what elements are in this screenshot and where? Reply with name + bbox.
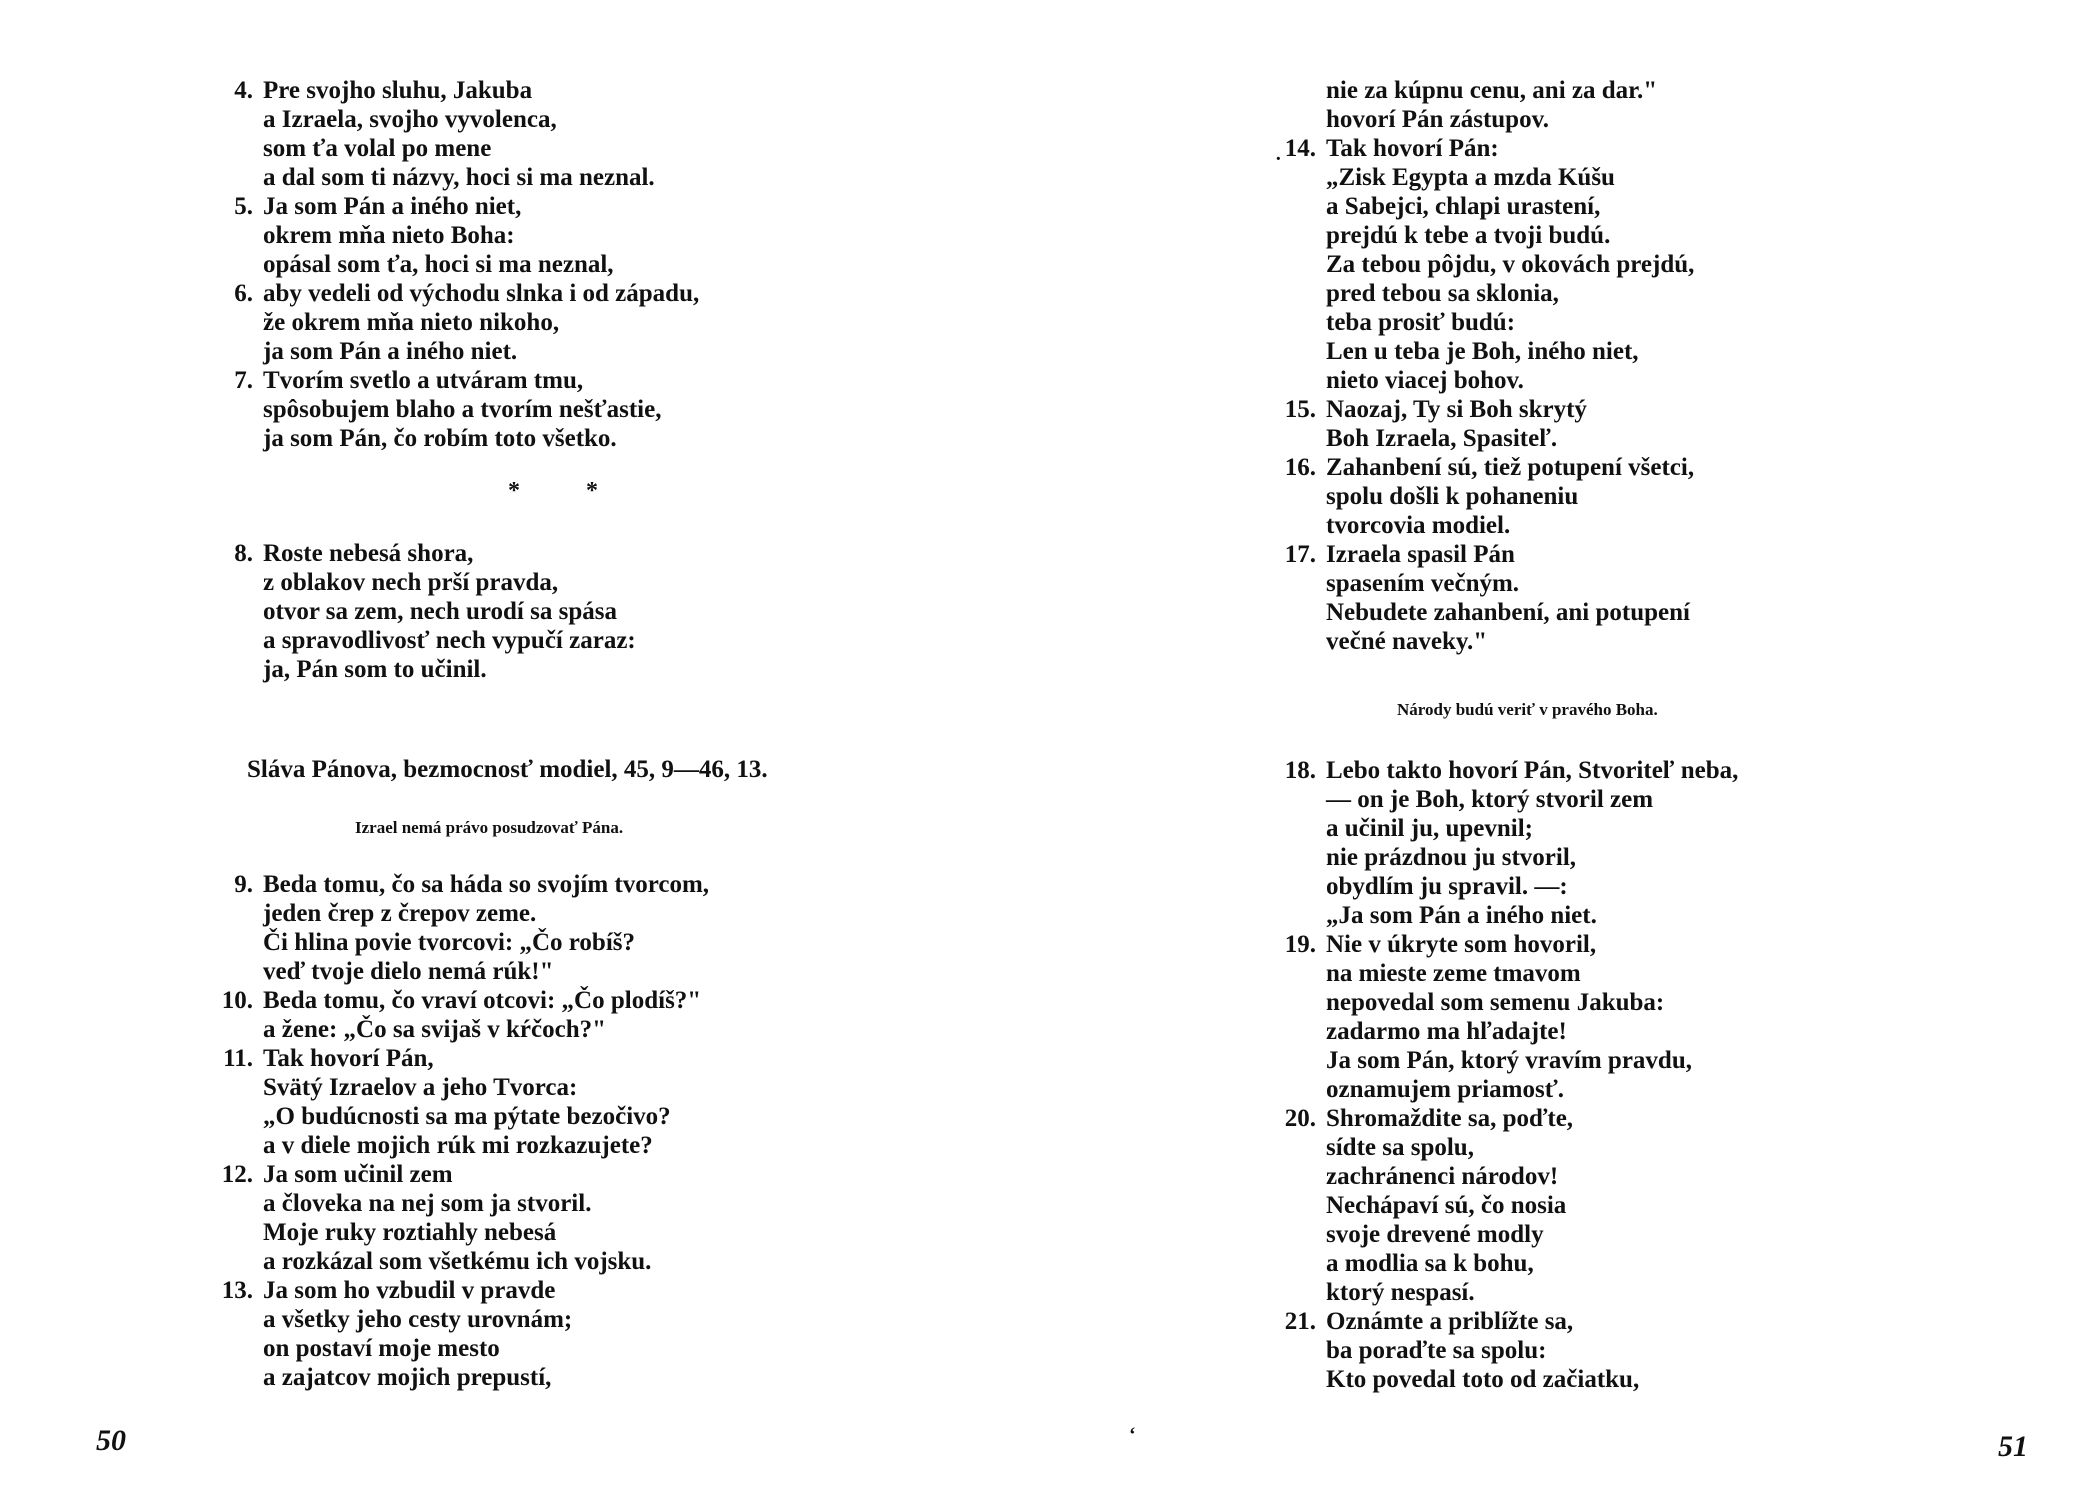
verse-number: [1278, 337, 1326, 366]
verse-line: [1278, 569, 1694, 598]
verse-text: a spravodlivosť nech vypučí zaraz:: [263, 627, 636, 654]
verse-number: [1278, 1046, 1326, 1075]
verse-text: a človeka na nej som ja stvoril.: [263, 1190, 592, 1217]
verse-number: [215, 1334, 263, 1363]
verse-line: [215, 870, 709, 899]
verse-number: [215, 1015, 263, 1044]
verse-line: [1278, 901, 1738, 930]
verse-text: Naozaj, Ty si Boh skrytý: [1326, 396, 1587, 423]
verse-number: [215, 163, 263, 192]
verse-number: 11.: [223, 1045, 253, 1072]
verse-line: [1278, 250, 1694, 279]
verse-line: [1278, 1191, 1738, 1220]
verse-line: [1278, 221, 1694, 250]
verse-number: [1278, 1075, 1326, 1104]
verse-line: [215, 76, 699, 105]
verse-text: veď tvoje dielo nemá rúk!": [263, 958, 554, 985]
verse-number: 6.: [234, 280, 253, 307]
verse-number: [1278, 1162, 1326, 1191]
verse-text: „O budúcnosti sa ma pýtate bezočivo?: [263, 1103, 671, 1130]
verse-text: Zahanbení sú, tiež potupení všetci,: [1326, 454, 1695, 481]
verse-text: jeden črep z črepov zeme.: [263, 900, 537, 927]
page-number: 50: [96, 1424, 126, 1457]
verse-number: [215, 1102, 263, 1131]
verse-number: [1278, 250, 1326, 279]
verse-line: [215, 1189, 709, 1218]
verse-number: [1278, 627, 1326, 656]
verse-number: [215, 105, 263, 134]
verse-number: [215, 928, 263, 957]
verse-line: [215, 899, 709, 928]
verse-text: teba prosiť budú:: [1326, 309, 1516, 336]
verse-number: [215, 250, 263, 279]
verse-number: [215, 1189, 263, 1218]
verse-number: 5.: [234, 193, 253, 220]
verse-number: 14.: [1284, 135, 1316, 162]
verse-line: [215, 308, 699, 337]
verse-line: [1278, 843, 1738, 872]
verse-line: [1278, 279, 1694, 308]
verse-number: 12.: [221, 1161, 253, 1188]
verse-line: [215, 163, 699, 192]
verse-number: [1278, 279, 1326, 308]
verse-number: 15.: [1284, 396, 1316, 423]
verse-line: [215, 1131, 709, 1160]
verse-text: Za tebou pôjdu, v okovách prejdú,: [1326, 251, 1695, 278]
verses-4-7: [215, 76, 699, 453]
verse-text: že okrem mňa nieto nikoho,: [263, 309, 560, 336]
verse-line: [1278, 785, 1738, 814]
verse-line: [1278, 1365, 1738, 1394]
verse-line: [215, 655, 636, 684]
verse-line: [1278, 76, 1694, 105]
verse-line: [215, 568, 636, 597]
verse-line: [215, 626, 636, 655]
verse-text: Pre svojho sluhu, Jakuba: [263, 77, 533, 104]
verse-number: [1278, 76, 1326, 105]
verse-line: [1278, 134, 1694, 163]
verse-line: [1278, 511, 1694, 540]
verse-text: na mieste zeme tmavom: [1326, 960, 1581, 987]
verses-9-13: [215, 870, 709, 1392]
verse-line: [215, 221, 699, 250]
verse-line: [215, 250, 699, 279]
verse-number: [1278, 569, 1326, 598]
verse-text: Nechápaví sú, čo nosia: [1326, 1192, 1567, 1219]
verse-number: [1278, 1365, 1326, 1394]
verse-number: [215, 1073, 263, 1102]
verse-line: [215, 337, 699, 366]
verse-number: [215, 1363, 263, 1392]
verse-number: [1278, 1133, 1326, 1162]
verse-number: [1278, 366, 1326, 395]
verse-number: 16.: [1284, 454, 1316, 481]
verse-number: 20.: [1284, 1105, 1316, 1132]
verse-line: [215, 928, 709, 957]
verse-line: [215, 395, 699, 424]
verse-text: Tak hovorí Pán:: [1326, 135, 1499, 162]
verse-text: Beda tomu, čo vraví otcovi: „Čo plodíš?": [263, 987, 702, 1014]
verse-number: [215, 134, 263, 163]
verse-text: Ja som učinil zem: [263, 1161, 453, 1188]
verse-number: [1278, 988, 1326, 1017]
verse-number: [1278, 163, 1326, 192]
verse-text: a rozkázal som všetkému ich vojsku.: [263, 1248, 652, 1275]
verse-number: [1278, 959, 1326, 988]
verse-text: ja som Pán a iného niet.: [263, 338, 518, 365]
verse-number: [1278, 482, 1326, 511]
verse-line: [1278, 930, 1738, 959]
verse-text: Moje ruky roztiahly nebesá: [263, 1219, 557, 1246]
verse-line: [1278, 598, 1694, 627]
verse-number: [215, 308, 263, 337]
verse-number: 18.: [1284, 757, 1316, 784]
verse-line: [1278, 1104, 1738, 1133]
verse-number: [215, 1247, 263, 1276]
verse-text: Či hlina povie tvorcovi: „Čo robíš?: [263, 929, 636, 956]
verse-text: otvor sa zem, nech urodí sa spása: [263, 598, 617, 625]
verse-line: [215, 957, 709, 986]
section-heading: Sláva Pánova, bezmocnosť modiel, 45, 9—46, 13.: [247, 756, 768, 783]
verse-line: [1278, 872, 1738, 901]
verse-number: [1278, 424, 1326, 453]
section-separator: * *: [508, 478, 628, 504]
verse-line: [215, 134, 699, 163]
ink-mark: ‘: [1129, 1424, 1136, 1446]
verse-line: [1278, 1278, 1738, 1307]
verse-text: Len u teba je Boh, iného niet,: [1326, 338, 1639, 365]
verse-text: som ťa volal po mene: [263, 135, 492, 162]
verse-number: [215, 899, 263, 928]
verse-number: [1278, 901, 1326, 930]
verse-text: Ja som ho vzbudil v pravde: [263, 1277, 556, 1304]
verse-text: pred tebou sa sklonia,: [1326, 280, 1559, 307]
verse-text: a dal som ti názvy, hoci si ma neznal.: [263, 164, 655, 191]
verse-line: [1278, 366, 1694, 395]
verse-8: [215, 539, 636, 684]
verse-number: 19.: [1284, 931, 1316, 958]
verse-line: [1278, 1249, 1738, 1278]
verse-text: nie za kúpnu cenu, ani za dar.": [1326, 77, 1658, 104]
verse-text: z oblakov nech prší pravda,: [263, 569, 559, 596]
verse-number: [1278, 1220, 1326, 1249]
verse-text: Ja som Pán, ktorý vravím pravdu,: [1326, 1047, 1692, 1074]
verse-number: [215, 1218, 263, 1247]
verse-line: [215, 1247, 709, 1276]
verse-text: Nie v úkryte som hovoril,: [1326, 931, 1597, 958]
verse-line: [215, 1015, 709, 1044]
verse-line: [215, 597, 636, 626]
verse-line: [215, 424, 699, 453]
verse-text: Izraela spasil Pán: [1326, 541, 1515, 568]
verse-line: [1278, 424, 1694, 453]
verse-text: a v diele mojich rúk mi rozkazujete?: [263, 1132, 653, 1159]
verse-number: [1278, 511, 1326, 540]
verse-text: opásal som ťa, hoci si ma neznal,: [263, 251, 614, 278]
verse-text: Tvorím svetlo a utváram tmu,: [263, 367, 584, 394]
verse-number: [1278, 221, 1326, 250]
verse-line: [1278, 1046, 1738, 1075]
verse-line: [1278, 453, 1694, 482]
verse-text: nieto viacej bohov.: [1326, 367, 1524, 394]
verse-line: [1278, 395, 1694, 424]
right-page: [1043, 0, 2086, 1500]
verse-number: 9.: [234, 871, 253, 898]
verse-line: [215, 539, 636, 568]
verse-text: zadarmo ma hľadajte!: [1326, 1018, 1567, 1045]
verse-text: Shromaždite sa, poďte,: [1326, 1105, 1574, 1132]
verse-text: a učinil ju, upevnil;: [1326, 815, 1533, 842]
verse-number: [1278, 308, 1326, 337]
verse-line: [1278, 988, 1738, 1017]
verse-line: [215, 1073, 709, 1102]
verse-text: večné naveky.": [1326, 628, 1488, 655]
ink-dot: ·: [1275, 148, 1282, 170]
verse-text: Roste nebesá shora,: [263, 540, 474, 567]
verse-line: [215, 1102, 709, 1131]
verse-number: [1278, 105, 1326, 134]
verse-text: Svätý Izraelov a jeho Tvorca:: [263, 1074, 578, 1101]
verse-line: [215, 1363, 709, 1392]
verse-number: 10.: [221, 987, 253, 1014]
verse-number: [215, 568, 263, 597]
verse-text: zachránenci národov!: [1326, 1163, 1559, 1190]
verse-number: [1278, 598, 1326, 627]
verse-text: Kto povedal toto od začiatku,: [1326, 1366, 1640, 1393]
verse-number: [215, 395, 263, 424]
verse-text: „Ja som Pán a iného niet.: [1326, 902, 1597, 929]
verses-13-17: [1278, 76, 1694, 656]
verse-number: [1278, 785, 1326, 814]
verse-text: aby vedeli od východu slnka i od západu,: [263, 280, 700, 307]
section-subheading: Izrael nemá právo posudzovať Pána.: [355, 818, 624, 837]
verse-line: [1278, 756, 1738, 785]
verse-line: [215, 986, 709, 1015]
verse-number: [1278, 814, 1326, 843]
verse-text: Boh Izraela, Spasiteľ.: [1326, 425, 1558, 452]
verse-line: [1278, 482, 1694, 511]
verse-text: — on je Boh, ktorý stvoril zem: [1326, 786, 1654, 813]
verse-text: hovorí Pán zástupov.: [1326, 106, 1549, 133]
verse-number: [215, 597, 263, 626]
verse-number: 21.: [1284, 1308, 1316, 1335]
verse-text: spolu došli k pohaneniu: [1326, 483, 1579, 510]
verse-line: [215, 1276, 709, 1305]
verse-line: [1278, 163, 1694, 192]
verse-text: oznamujem priamosť.: [1326, 1076, 1565, 1103]
verse-number: [1278, 1336, 1326, 1365]
verse-line: [215, 1044, 709, 1073]
verses-18-21: [1278, 756, 1738, 1394]
verse-text: „Zisk Egypta a mzda Kúšu: [1326, 164, 1615, 191]
verse-text: Ja som Pán a iného niet,: [263, 193, 522, 220]
verse-number: [215, 626, 263, 655]
verse-text: sídte sa spolu,: [1326, 1134, 1474, 1161]
verse-number: [215, 957, 263, 986]
verse-text: ktorý nespasí.: [1326, 1279, 1475, 1306]
verse-number: [1278, 1278, 1326, 1307]
verse-text: prejdú k tebe a tvoji budú.: [1326, 222, 1611, 249]
verse-text: a zajatcov mojich prepustí,: [263, 1364, 552, 1391]
verse-number: [1278, 1191, 1326, 1220]
verse-line: [1278, 1336, 1738, 1365]
verse-line: [1278, 814, 1738, 843]
verse-number: [1278, 1017, 1326, 1046]
verse-line: [215, 1160, 709, 1189]
verse-text: a všetky jeho cesty urovnám;: [263, 1306, 573, 1333]
verse-text: a Sabejci, chlapi urastení,: [1326, 193, 1601, 220]
verse-text: nie prázdnou ju stvoril,: [1326, 844, 1577, 871]
verse-number: 4.: [234, 77, 253, 104]
verse-text: on postaví moje mesto: [263, 1335, 500, 1362]
verse-line: [1278, 540, 1694, 569]
verse-text: Nebudete zahanbení, ani potupení: [1326, 599, 1690, 626]
verse-line: [1278, 1075, 1738, 1104]
verse-line: [1278, 1017, 1738, 1046]
verse-text: spasením večným.: [1326, 570, 1520, 597]
verse-line: [215, 1305, 709, 1334]
verse-line: [1278, 1133, 1738, 1162]
verse-text: ba poraďte sa spolu:: [1326, 1337, 1547, 1364]
verse-text: a modlia sa k bohu,: [1326, 1250, 1534, 1277]
verse-line: [1278, 337, 1694, 366]
verse-text: ja som Pán, čo robím toto všetko.: [263, 425, 617, 452]
verse-text: a žene: „Čo sa svijaš v kŕčoch?": [263, 1016, 607, 1043]
verse-number: [1278, 872, 1326, 901]
verse-line: [1278, 105, 1694, 134]
verse-text: Oznámte a priblížte sa,: [1326, 1308, 1574, 1335]
verse-number: [215, 337, 263, 366]
verse-line: [1278, 627, 1694, 656]
verse-number: 7.: [234, 367, 253, 394]
verse-line: [1278, 1162, 1738, 1191]
verse-line: [1278, 308, 1694, 337]
verse-text: Lebo takto hovorí Pán, Stvoriteľ neba,: [1326, 757, 1739, 784]
verse-text: tvorcovia modiel.: [1326, 512, 1511, 539]
verse-number: [1278, 192, 1326, 221]
verse-number: [215, 655, 263, 684]
verse-number: [215, 1131, 263, 1160]
verse-number: [1278, 1249, 1326, 1278]
verse-line: [215, 1334, 709, 1363]
verse-line: [1278, 1307, 1738, 1336]
verse-line: [1278, 959, 1738, 988]
verse-number: [215, 221, 263, 250]
verse-number: [215, 1305, 263, 1334]
verse-line: [1278, 1220, 1738, 1249]
verse-text: svoje drevené modly: [1326, 1221, 1544, 1248]
verse-line: [215, 279, 699, 308]
verse-number: 17.: [1284, 541, 1316, 568]
page-number: 51: [1998, 1430, 2028, 1463]
verse-text: Tak hovorí Pán,: [263, 1045, 434, 1072]
verse-number: [215, 424, 263, 453]
verse-text: ja, Pán som to učinil.: [263, 656, 487, 683]
verse-line: [215, 192, 699, 221]
verse-number: [1278, 843, 1326, 872]
verse-line: [215, 105, 699, 134]
section-subheading: Národy budú veriť v pravého Boha.: [1397, 700, 1658, 719]
verse-text: nepovedal som semenu Jakuba:: [1326, 989, 1665, 1016]
verse-number: 13.: [221, 1277, 253, 1304]
verse-text: obydlím ju spravil. —:: [1326, 873, 1568, 900]
verse-text: a Izraela, svojho vyvolenca,: [263, 106, 557, 133]
verse-line: [215, 366, 699, 395]
verse-text: okrem mňa nieto Boha:: [263, 222, 515, 249]
verse-number: 8.: [234, 540, 253, 567]
verse-line: [1278, 192, 1694, 221]
verse-text: spôsobujem blaho a tvorím nešťastie,: [263, 396, 662, 423]
verse-text: Beda tomu, čo sa háda so svojím tvorcom,: [263, 871, 710, 898]
verse-line: [215, 1218, 709, 1247]
